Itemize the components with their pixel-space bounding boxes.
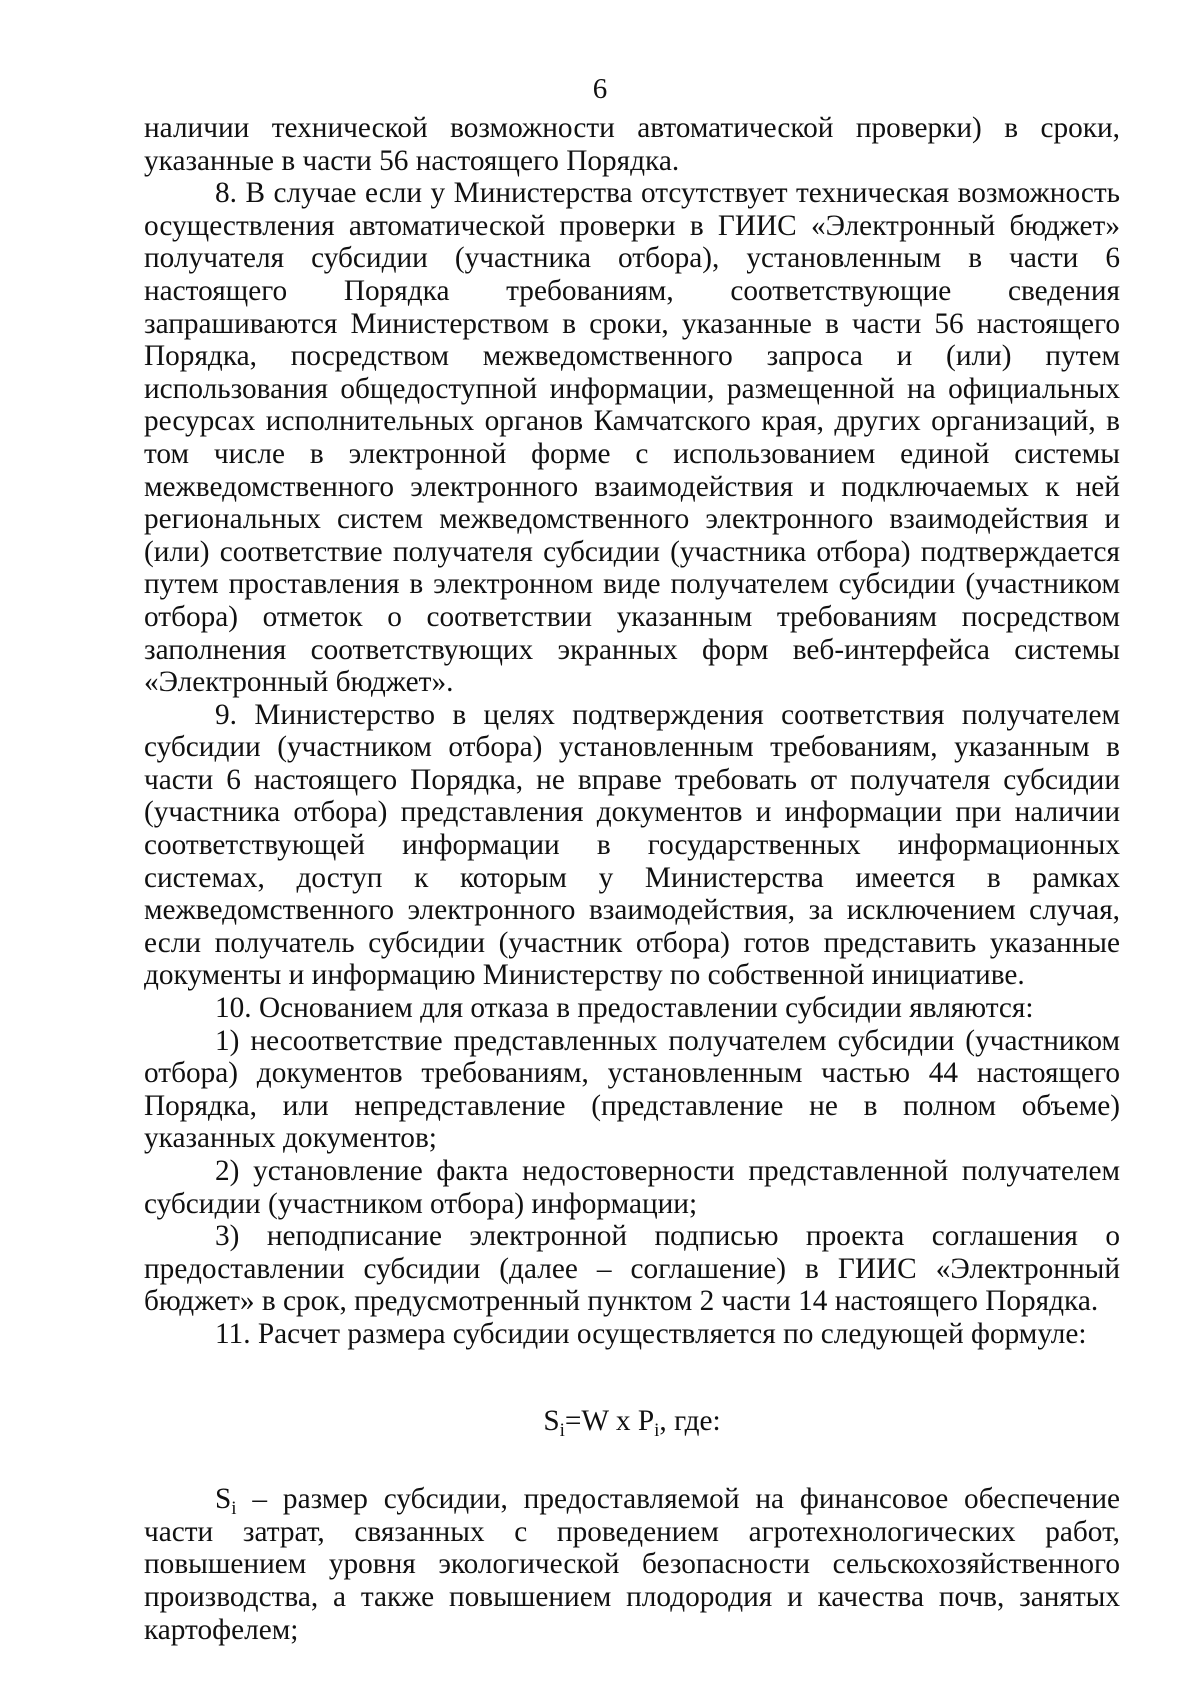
paragraph-continuation: наличии технической возможности автоматической проверки) в сроки, указанные в части 56 настоящего Порядка.: [144, 112, 1120, 177]
definition-text: – размер субсидии, предоставляемой на финансовое обеспечение части затрат, связанных с проведением агротехнологических работ, повышением уровня экологической безопасности сельскохозяйственного производства, а также повышением плодородия и качества почв, занятых картофелем;: [144, 1483, 1120, 1646]
paragraph-10: 10. Основанием для отказа в предоставлении субсидии являются:: [215, 992, 1034, 1025]
definition-symbol-subscript: i: [231, 1498, 237, 1520]
document-body: [144, 112, 1120, 1646]
formula-tail: , где:: [659, 1404, 721, 1437]
formula-s: S: [543, 1404, 560, 1437]
formula-s-subscript: i: [559, 1419, 565, 1441]
formula-p-subscript: i: [654, 1419, 660, 1441]
paragraph-8: 8. В случае если у Министерства отсутствует техническая возможность осуществления автоматической проверки в ГИИС «Электронный бюджет» получателя субсидии (участника отбора), установленным в части 6 настоящего Порядка требованиям, соответствующие сведения запрашиваются Министерством в сроки, указанные в части 56 настоящего Порядка, посредством межведомственного запроса и (или) путем использования общедоступной информации, размещенной на официальных ресурсах исполнительных органов Камчатского края, других организаций, в том числе в электронной форме с использованием единой системы межведомственного электронного взаимодействия и подключаемых к ней региональных систем межведомственного электронного взаимодействия и (или) соответствие получателя субсидии (участника отбора) подтверждается путем проставления в электронном виде получателем субсидии (участником отбора) отметок о соответствии указанным требованиям посредством заполнения соответствующих экранных форм веб-интерфейса системы «Электронный бюджет».: [144, 177, 1120, 699]
definition-symbol: S: [215, 1483, 232, 1516]
paragraph-10-item-3: 3) неподписание электронной подписью проекта соглашения о предоставлении субсидии (далее – соглашение) в ГИИС «Электронный бюджет» в срок, предусмотренный пунктом 2 части 14 настоящего Порядка.: [144, 1220, 1120, 1318]
page-number: 6: [592, 73, 608, 105]
subsidy-formula: [144, 1404, 1120, 1441]
paragraph-11: 11. Расчет размера субсидии осуществляется по следующей формуле:: [215, 1317, 1087, 1350]
formula-middle: =W x P: [564, 1404, 655, 1437]
paragraph-9: 9. Министерство в целях подтверждения соответствия получателем субсидии (участником отбора) установленным требованиям, указанным в части 6 настоящего Порядка, не вправе требовать от получателя субсидии (участника отбора) представления документов и информации при наличии соответствующей информации в государственных информационных системах, доступ к которым у Министерства имеется в рамках межведомственного электронного взаимодействия, за исключением случая, если получатель субсидии (участник отбора) готов представить указанные документы и информацию Министерству по собственной инициативе.: [144, 698, 1120, 992]
paragraph-10-item-1: 1) несоответствие представленных получателем субсидии (участником отбора) документов требованиям, установленным частью 44 настоящего Порядка, или непредставление (представление не в полном объеме) указанных документов;: [144, 1024, 1120, 1155]
paragraph-10-item-2: 2) установление факта недостоверности представленной получателем субсидии (участником отбора) информации;: [144, 1155, 1120, 1220]
definition-si: [144, 1483, 1120, 1646]
